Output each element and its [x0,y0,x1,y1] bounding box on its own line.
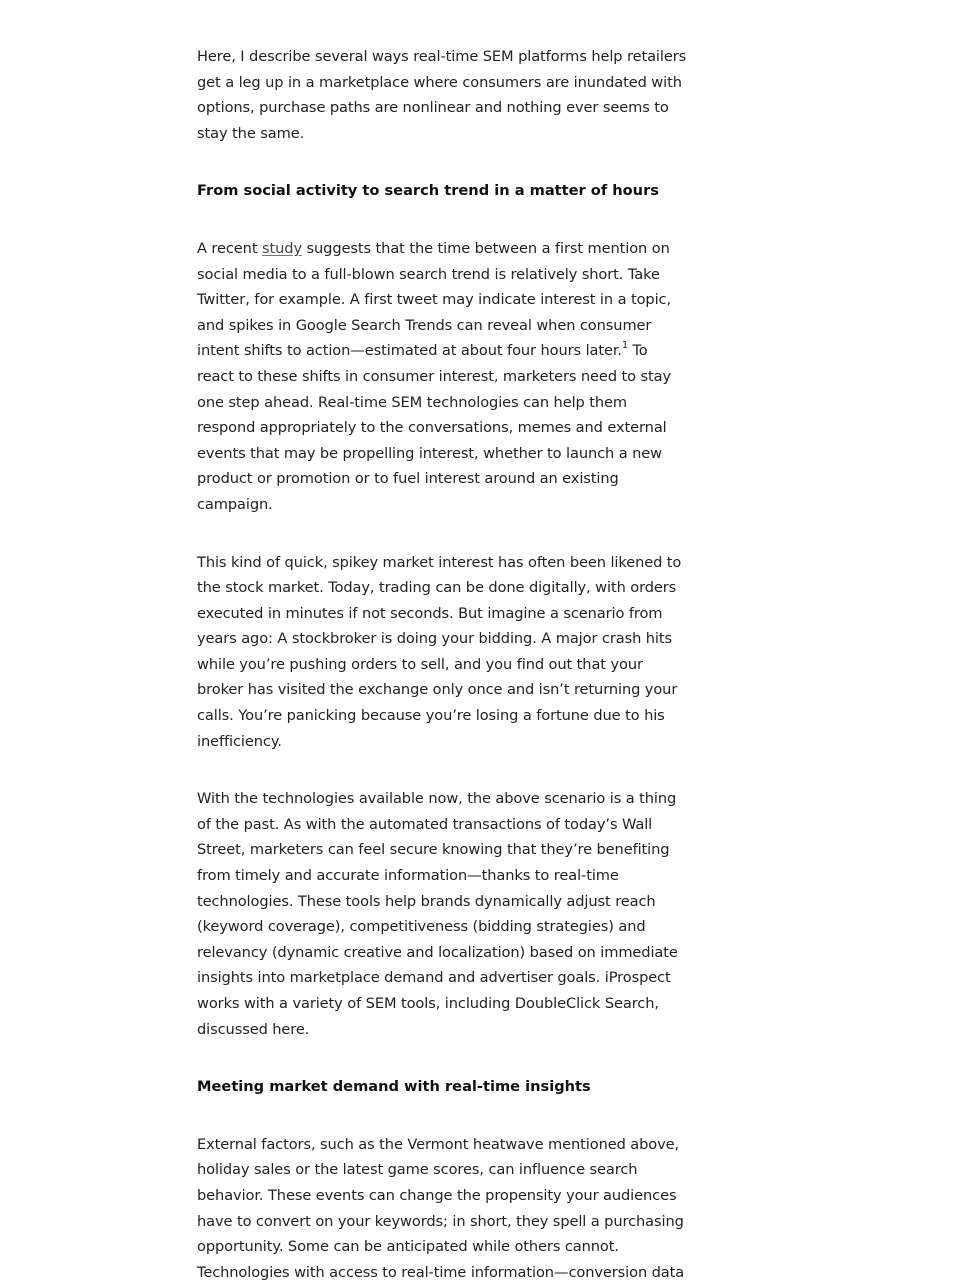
article-body [197,44,687,1285]
study-paragraph-lead: A recent [197,239,262,257]
spacer [197,1042,687,1074]
stock-market-paragraph: This kind of quick, spikey market interest has often been likened to the stock market. Today, trading can be done digitally, with orders executed in minutes if not seconds. But imagine a scenario from years ago: A stockbroker is doing your bidding. A major crash hits while you’re pushing orders to sell, and you find out that your broker has visited the exchange only once and isn’t returning your calls. You’re panicking because you’re losing a fortune due to his inefficiency. [197,553,682,750]
external-factors-paragraph: External factors, such as the Vermont heatwave mentioned above, holiday sales or the latest game scores, can influence search behavior. These events can change the propensity your audiences have to convert on your keywords; in short, they spell a purchasing opportunity. Some can be anticipated while others cannot. Technologies with access to real-time information—conversion data [197,1135,685,1281]
footnote-marker[interactable]: 1 [621,340,628,352]
spacer [197,518,687,550]
study-paragraph-body: suggests that the time between a first mention on social media to a full-blown search trend is relatively short. Take Twitter, for example. A first tweet may indicate interest in a topic, and spikes in Google Search Trends can reveal when consumer intent shifts to action—estimated at about four hours later. [197,239,671,360]
section-heading-market-demand: Meeting market demand with real-time insights [197,1078,591,1096]
spacer [197,754,687,786]
spacer [197,204,687,236]
study-paragraph-tail: To react to these shifts in consumer interest, marketers need to stay one step ahead. Real-time SEM technologies can help them respond appropriately to the conversations, memes and external events that may be propelling interest, whether to launch a new product or promotion or to fuel interest around an existing campaign. [197,342,672,513]
intro-paragraph: Here, I describe several ways real-time SEM platforms help retailers get a leg up in a marketplace where consumers are inundated with options, purchase paths are nonlinear and nothing ever seems to stay the same. [197,48,687,142]
section-heading-social-to-search: From social activity to search trend in a matter of hours [197,182,659,200]
spacer [197,146,687,178]
spacer [197,1100,687,1132]
technologies-paragraph: With the technologies available now, the above scenario is a thing of the past. As with the automated transactions of today’s Wall Street, marketers can feel secure knowing that they’re benefiting from timely and accurate information—thanks to real-time technologies. These tools help brands dynamically adjust reach (keyword coverage), competitiveness (bidding strategies) and relevancy (dynamic creative and localization) based on immediate insights into marketplace demand and advertiser goals. iProspect works with a variety of SEM tools, including DoubleClick Search, discussed here. [197,790,678,1038]
study-link[interactable]: study [262,239,302,257]
study-paragraph [197,236,687,518]
